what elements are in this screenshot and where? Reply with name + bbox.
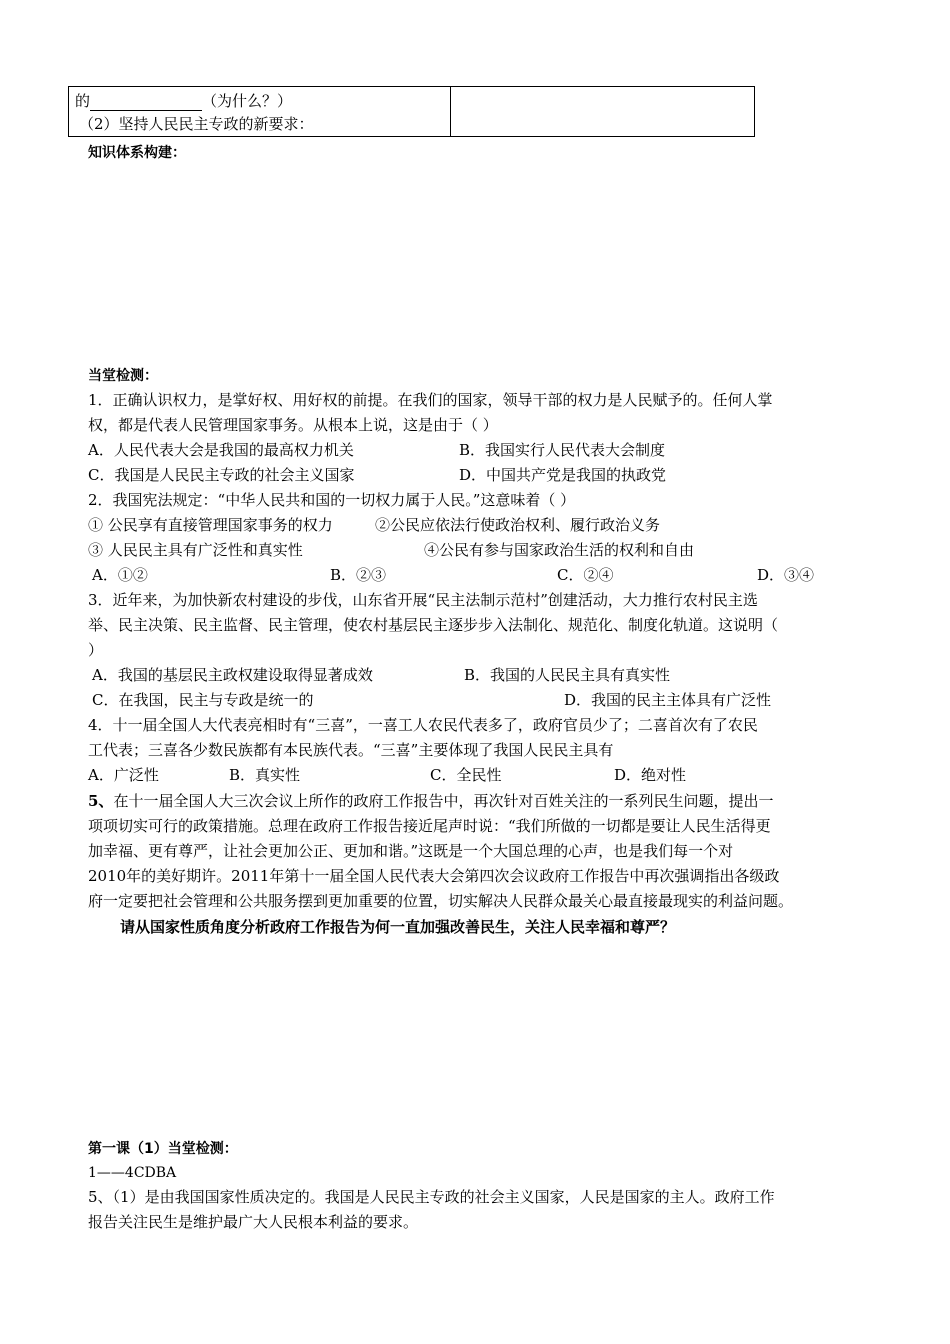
q5-line3: 加幸福、更有尊严，让社会更加公正、更加和谐。”这既是一个大国总理的心声，也是我们每一个对 [88,842,734,860]
q1-option-c: C．我国是人民民主专政的社会主义国家 [88,466,355,484]
fill-in-blank[interactable] [90,94,202,111]
q4-option-b: B．真实性 [229,766,301,784]
answers-heading: 第一课（1）当堂检测： [88,1141,238,1157]
q1-stem-line1: 1．正确认识权力，是掌好权、用好权的前提。在我们的国家，领导干部的权力是人民赋予的。任何人掌 [88,391,773,409]
q5-number: 5、 [88,792,114,810]
q3-option-d: D．我国的民主主体具有广泛性 [564,691,772,709]
answers-line1: 1——4CDBA [88,1165,177,1181]
q2-statement-2: ②公民应依法行使政治权利、履行政治义务 [375,516,661,534]
q2-option-b: B．②③ [330,566,387,584]
q1-option-d: D．中国共产党是我国的执政党 [459,466,667,484]
q3-stem-line1: 3．近年来，为加快新农村建设的步伐，山东省开展“民主法制示范村”创建活动，大力推行农村民主选 [88,591,758,609]
q2-stem: 2．我国宪法规定：“中华人民共和国的一切权力属于人民。”这意味着（ ） [88,491,576,509]
q2-statement-1: ① 公民享有直接管理国家事务的权力 [88,516,333,534]
answers-line3: 报告关注民生是维护最广大人民根本利益的要求。 [88,1213,419,1231]
q4-option-a: A．广泛性 [88,766,159,784]
q4-option-d: D．绝对性 [614,766,687,784]
q3-option-b: B．我国的人民民主具有真实性 [464,666,671,684]
q2-statement-4: ④公民有参与国家政治生活的权利和自由 [424,541,695,559]
q1-option-b: B．我国实行人民代表大会制度 [459,441,666,459]
q1-option-a: A．人民代表大会是我国的最高权力机关 [88,441,354,459]
q3-stem-line2: 举、民主决策、民主监督、民主管理，使农村基层民主逐步步入法制化、规范化、制度化轨道。这说明（ [88,616,779,634]
q3-stem-line3: ） [88,641,104,659]
table-divider [450,87,451,136]
q2-statement-3: ③ 人民民主具有广泛性和真实性 [88,541,303,559]
q4-option-c: C．全民性 [430,766,502,784]
answers-line2: 5、（1）是由我国国家性质决定的。我国是人民民主专政的社会主义国家，人民是国家的主人。政府工作 [88,1188,775,1206]
knowledge-heading: 知识体系构建： [88,145,186,161]
q4-stem-line2: 工代表；三喜各少数民族都有本民族代表。“三喜”主要体现了我国人民民主具有 [88,741,614,759]
q4-stem-line1: 4．十一届全国人大代表亮相时有“三喜”，一喜工人农民代表多了，政府官员少了；二喜首次有了农民 [88,716,758,734]
table-row-2: （2）坚持人民民主专政的新要求： [79,115,314,133]
q1-stem-line2: 权，都是代表人民管理国家事务。从根本上说，这是由于（ ） [88,416,498,434]
q2-option-a: A．①② [92,566,148,584]
q2-option-d: D．③④ [757,566,815,584]
q5-line1: 5、在十一届全国人大三次会议上所作的政府工作报告中，再次针对百姓关注的一系列民生问题，提出一 [88,792,774,810]
q3-option-c: C．在我国，民主与专政是统一的 [92,691,314,709]
table-row-1: 的 （为什么？） [75,92,293,110]
q5-line5: 府一定要把社会管理和公共服务摆到更加重要的位置，切实解决人民群众最关心最直接最现实的利益问题。 [88,892,794,910]
test-heading: 当堂检测： [88,368,158,384]
q5-line2: 项项切实可行的政策措施。总理在政府工作报告接近尾声时说：“我们所做的一切都是要让人民生活得更 [88,817,771,835]
q5-question: 请从国家性质角度分析政府工作报告为何一直加强改善民生，关注人民幸福和尊严？ [120,918,676,936]
q2-option-c: C．②④ [557,566,614,584]
q5-line4: 2010年的美好期许。2011年第十一届全国人民代表大会第四次会议政府工作报告中再次强调指出各级政 [88,867,780,885]
q3-option-a: A．我国的基层民主政权建设取得显著成效 [92,666,373,684]
